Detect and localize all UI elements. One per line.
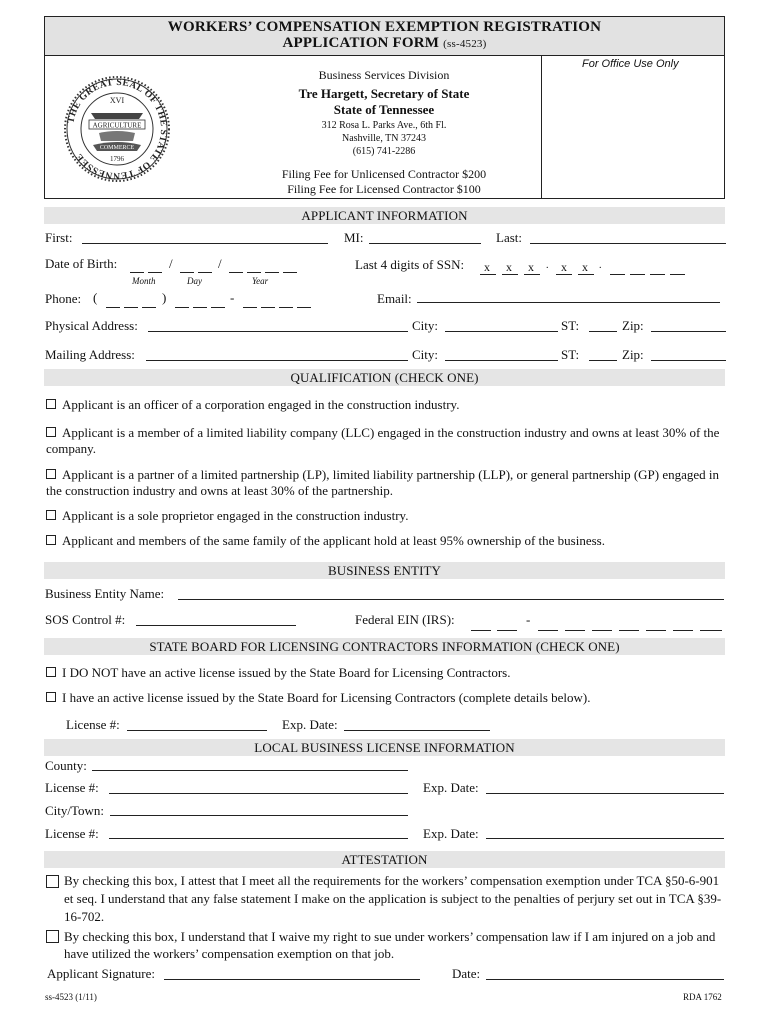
city-town-field[interactable] <box>110 815 408 816</box>
title-line1: WORKERS’ COMPENSATION EXEMPTION REGISTRATION <box>167 19 602 35</box>
ssn-digit[interactable] <box>650 274 665 275</box>
business-name-label: Business Entity Name: <box>45 586 165 601</box>
board-exp-label: Exp. Date: <box>282 717 338 732</box>
qualification-option-text: Applicant is a partner of a limited partnership (LP), limited liability partnership (LLP), or general partnership (GP) engaged in the construction industry and owns at least 30% of the partnership. <box>46 467 720 498</box>
fee-licensed: Filing Fee for Licensed Contractor $100 <box>287 182 481 196</box>
board-option-text: I have an active license issued by the State Board for Licensing Contractors (complete details below). <box>62 690 591 705</box>
dob-slash: / <box>169 256 173 271</box>
ein-digit[interactable] <box>700 630 722 631</box>
qualification-option[interactable] <box>46 425 726 457</box>
mi-field[interactable] <box>369 243 481 244</box>
ssn-mask-x: x <box>561 260 567 274</box>
business-name-field[interactable] <box>178 599 724 600</box>
qualification-checkbox[interactable] <box>46 427 56 437</box>
ssn-digit[interactable] <box>670 274 685 275</box>
mailing-city-label: City: <box>412 347 439 362</box>
seal-year: 1796 <box>110 155 124 163</box>
qualification-option-text: Applicant is an officer of a corporation engaged in the construction industry. <box>62 397 460 412</box>
qualification-option[interactable] <box>46 533 726 549</box>
dob-month-digit[interactable] <box>130 272 144 273</box>
attest-text-2: By checking this box, I understand that I waive my right to sue under workers’ compensation law if I am injured on a job and have utilized the workers’ compensation exemption on that job. <box>64 929 716 961</box>
address1: 312 Rosa L. Parks Ave., 6th Fl. <box>321 120 447 131</box>
phone-digit[interactable] <box>193 307 207 308</box>
sos-label: SOS Control #: <box>45 612 126 627</box>
ssn-mask-x: x <box>506 260 512 274</box>
seal-roman: XVI <box>109 96 125 105</box>
qualification-option-text: Applicant is a sole proprietor engaged in the construction industry. <box>62 508 409 523</box>
ein-hyphen: - <box>526 612 531 627</box>
agency-block <box>234 67 534 197</box>
qualification-option-text: Applicant and members of the same family of the applicant hold at least 95% ownership of the business. <box>62 533 605 548</box>
business-section-header: BUSINESS ENTITY <box>44 562 725 579</box>
ssn-dot: . <box>546 260 549 271</box>
qualification-checkbox[interactable] <box>46 510 56 520</box>
phone-area-digit[interactable] <box>106 307 120 308</box>
seal-outer-path: THE GREAT SEAL OF THE STATE OF TENNESSEE <box>66 77 169 181</box>
ssn-label: Last 4 digits of SSN: <box>355 257 465 272</box>
qualification-section-header: QUALIFICATION (CHECK ONE) <box>44 369 725 386</box>
phone-digit[interactable] <box>211 307 225 308</box>
ssn-mask-line <box>524 274 540 275</box>
physical-st-field[interactable] <box>589 331 617 332</box>
ein-digit[interactable] <box>565 630 585 631</box>
local-section-header: LOCAL BUSINESS LICENSE INFORMATION <box>44 739 725 756</box>
first-field[interactable] <box>82 243 328 244</box>
email-field[interactable] <box>417 302 720 303</box>
office-use-label: For Office Use Only <box>582 58 679 70</box>
ssn-mask-line <box>578 274 594 275</box>
title-line2-text: APPLICATION FORM <box>282 35 440 51</box>
mailing-address-label: Mailing Address: <box>45 347 135 362</box>
division: Business Services Division <box>318 68 450 82</box>
attestation-section-header: ATTESTATION <box>44 851 725 868</box>
email-label: Email: <box>377 291 412 306</box>
physical-city-label: City: <box>412 318 439 333</box>
qualification-option[interactable] <box>46 397 726 413</box>
dob-slash: / <box>218 256 222 271</box>
local-exp-field[interactable] <box>486 793 724 794</box>
attest-text-1: By checking this box, I attest that I meet all the requirements for the workers’ compensation exemption under TCA §50-6-901 et seq. I understand that any false statement I make on the application is subject to the penalties of perjury set out in TCA §39-16-702. <box>64 873 722 924</box>
applicant-section-header: APPLICANT INFORMATION <box>44 207 725 224</box>
ssn-digit[interactable] <box>610 274 625 275</box>
date-field[interactable] <box>486 979 724 980</box>
ssn-mask-line <box>480 274 496 275</box>
ssn-mask-x: x <box>484 260 490 274</box>
last-label: Last: <box>496 230 522 245</box>
local-exp-label: Exp. Date: <box>423 780 479 795</box>
phone-digit[interactable] <box>297 307 311 308</box>
ssn-mask-line <box>556 274 572 275</box>
phone-area-digit[interactable] <box>124 307 138 308</box>
city-exp-label: Exp. Date: <box>423 826 479 841</box>
attest-checkbox[interactable] <box>46 875 59 888</box>
dob-year-digit[interactable] <box>247 272 261 273</box>
address2: Nashville, TN 37243 <box>342 133 426 144</box>
physical-zip-label: Zip: <box>622 318 644 333</box>
dob-year-digit[interactable] <box>283 272 297 273</box>
dob-day-hint: Day <box>187 276 202 286</box>
dob-month-digit[interactable] <box>148 272 162 273</box>
physical-zip-field[interactable] <box>651 331 726 332</box>
mailing-st-label: ST: <box>561 347 580 362</box>
form-title <box>45 19 724 52</box>
date-label: Date: <box>452 966 481 981</box>
signature-field[interactable] <box>164 979 420 980</box>
fee-unlicensed: Filing Fee for Unlicensed Contractor $200 <box>281 167 487 181</box>
city-town-label: City/Town: <box>45 803 105 818</box>
mi-label: MI: <box>344 230 364 245</box>
board-section-header: STATE BOARD FOR LICENSING CONTRACTORS INFORMATION (CHECK ONE) <box>44 638 725 655</box>
first-label: First: <box>45 230 73 245</box>
dob-year-hint: Year <box>252 276 269 286</box>
board-checkbox[interactable] <box>46 692 56 702</box>
mailing-zip-label: Zip: <box>622 347 644 362</box>
city-exp-field[interactable] <box>486 838 724 839</box>
footer-rda: RDA 1762 <box>683 992 722 1002</box>
dob-label: Date of Birth: <box>45 256 118 271</box>
board-license-field[interactable] <box>127 730 267 731</box>
footer-form-code: ss-4523 (1/11) <box>45 992 97 1002</box>
qualification-checkbox[interactable] <box>46 535 56 545</box>
form-code: (ss-4523) <box>443 38 487 50</box>
ssn-mask-x: x <box>528 260 534 274</box>
city-license-field[interactable] <box>109 838 408 839</box>
ssn-mask-line <box>502 274 518 275</box>
phone-digit[interactable] <box>243 307 257 308</box>
dob-year-digit[interactable] <box>229 272 243 273</box>
qualification-checkbox[interactable] <box>46 469 56 479</box>
board-option[interactable] <box>46 690 726 706</box>
ein-digit[interactable] <box>646 630 666 631</box>
mailing-zip-field[interactable] <box>651 360 726 361</box>
seal-agriculture: AGRICULTURE <box>92 121 142 130</box>
county-field[interactable] <box>92 770 408 771</box>
qualification-option-text: Applicant is a member of a limited liability company (LLC) engaged in the construction industry and owns at least 30% of the company. <box>46 425 720 456</box>
qualification-option[interactable] <box>46 508 726 524</box>
physical-address-field[interactable] <box>148 331 408 332</box>
phone-hyphen: - <box>230 290 235 305</box>
ssn-mask-x: x <box>582 260 588 274</box>
office-use-box <box>541 55 542 199</box>
ein-digit[interactable] <box>497 630 517 631</box>
board-license-label: License #: <box>66 717 120 732</box>
board-option-text: I DO NOT have an active license issued by the State Board for Licensing Contractors. <box>62 665 511 680</box>
dob-month-hint: Month <box>132 276 156 286</box>
physical-st-label: ST: <box>561 318 580 333</box>
ein-label: Federal EIN (IRS): <box>355 612 455 627</box>
ein-digit[interactable] <box>592 630 612 631</box>
sos-field[interactable] <box>136 625 296 626</box>
ein-digit[interactable] <box>538 630 558 631</box>
seal-commerce: COMMERCE <box>99 145 135 151</box>
state-seal-icon <box>63 75 171 183</box>
phone-area-digit[interactable] <box>142 307 156 308</box>
agency-phone: (615) 741-2286 <box>352 146 416 157</box>
ein-digit[interactable] <box>619 630 639 631</box>
qualification-option[interactable] <box>46 467 726 499</box>
qualification-checkbox[interactable] <box>46 399 56 409</box>
phone-digit[interactable] <box>261 307 275 308</box>
last-field[interactable] <box>530 243 726 244</box>
phone-digit[interactable] <box>175 307 189 308</box>
signature-label: Applicant Signature: <box>47 966 155 981</box>
dob-year-digit[interactable] <box>265 272 279 273</box>
phone-digit[interactable] <box>279 307 293 308</box>
county-label: County: <box>45 758 87 773</box>
waiver-checkbox[interactable] <box>46 930 59 943</box>
dob-day-digit[interactable] <box>198 272 212 273</box>
local-license-field[interactable] <box>109 793 408 794</box>
ssn-digit[interactable] <box>630 274 645 275</box>
dob-day-digit[interactable] <box>180 272 194 273</box>
board-exp-field[interactable] <box>344 730 490 731</box>
board-option[interactable] <box>46 665 726 681</box>
city-license-label: License #: <box>45 826 99 841</box>
phone-label: Phone: <box>45 291 82 306</box>
physical-city-field[interactable] <box>445 331 558 332</box>
secretary: Tre Hargett, Secretary of State <box>298 86 470 101</box>
state-name: State of Tennessee <box>333 102 435 117</box>
mailing-address-field[interactable] <box>146 360 408 361</box>
physical-address-label: Physical Address: <box>45 318 138 333</box>
ssn-dot: . <box>599 260 602 271</box>
ein-digit[interactable] <box>471 630 491 631</box>
mailing-city-field[interactable] <box>445 360 558 361</box>
phone-open-paren: ( <box>93 290 98 305</box>
ein-digit[interactable] <box>673 630 693 631</box>
local-license-label: License #: <box>45 780 99 795</box>
mailing-st-field[interactable] <box>589 360 617 361</box>
board-checkbox[interactable] <box>46 667 56 677</box>
title-line2 <box>45 35 724 52</box>
phone-close-paren: ) <box>162 290 167 305</box>
